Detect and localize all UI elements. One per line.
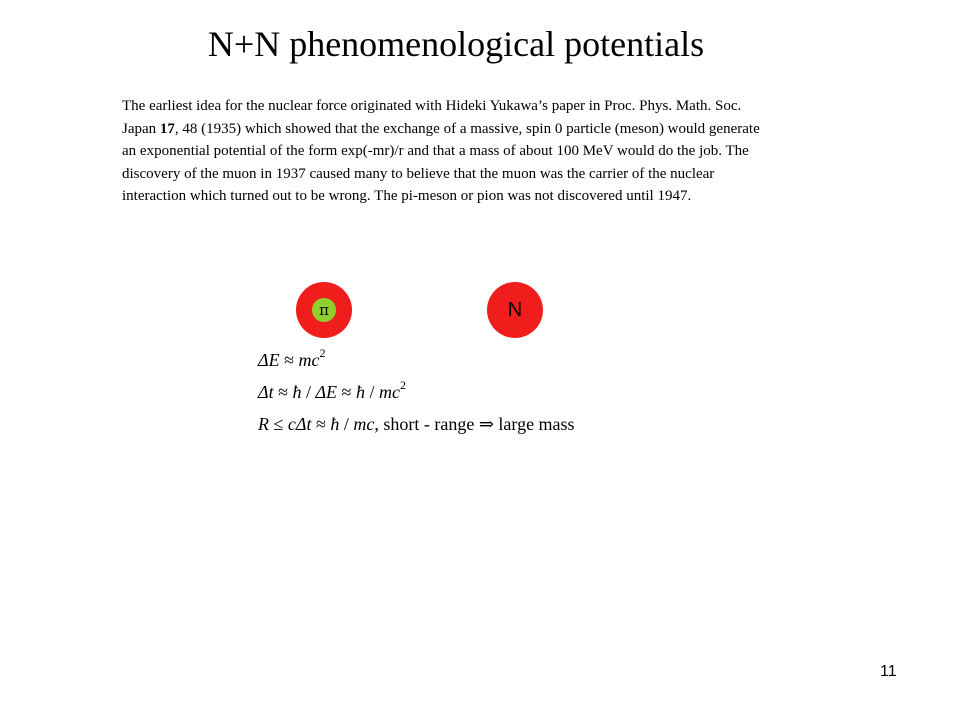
eq2-hbar1: ħ xyxy=(292,382,302,402)
eq3-r: R xyxy=(258,414,269,434)
eq3-hbar: ħ xyxy=(330,414,340,434)
eq1-lhs: ΔE xyxy=(258,350,280,370)
journal-volume: 17 xyxy=(159,120,175,137)
eq3-mc: mc xyxy=(353,414,375,434)
eq2-div1: / xyxy=(301,382,316,402)
eq1-exp: 2 xyxy=(319,346,326,360)
eq2-rel2: ≈ xyxy=(337,382,356,402)
eq3-div: / xyxy=(339,414,354,434)
eq2-delta-e: ΔE xyxy=(315,382,338,402)
page-number: 11 xyxy=(880,663,897,680)
eq2-mc: mc xyxy=(378,382,400,402)
eq3-le: ≤ xyxy=(269,414,288,434)
eq2-div2: / xyxy=(364,382,379,402)
intro-paragraph xyxy=(122,95,762,208)
eq3-rel: ≈ xyxy=(311,414,331,434)
paragraph-text-1: The earliest idea for the nuclear force originated with Hideki Yukawa’s paper in Proc. Phys. Math. Soc. Japan xyxy=(122,98,742,137)
equation-time-uncertainty xyxy=(258,380,406,404)
eq1-rhs: mc xyxy=(298,350,320,370)
paragraph-text-2: , 48 (1935) which showed that the exchange of a massive, spin 0 particle (meson) would generate an exponential potential of the form exp(-mr)/r and that a mass of about 100 MeV would do the job. The discovery of the muon in 1937 caused many to believe that the muon was the carrier of the nuclear interaction which turned out to be wrong. The pi-meson or pion was not discovered until 1947. xyxy=(122,120,760,204)
eq2-hbar2: ħ xyxy=(355,382,365,402)
eq2-rel1: ≈ xyxy=(273,382,293,402)
eq3-tail: , short - range ⇒ large mass xyxy=(374,414,575,434)
pion-particle: π xyxy=(312,298,336,322)
eq3-c-delta-t: cΔt xyxy=(287,414,312,434)
equation-energy-uncertainty xyxy=(258,348,325,372)
eq1-rel: ≈ xyxy=(279,350,299,370)
equation-range xyxy=(258,412,575,436)
eq2-exp: 2 xyxy=(399,378,406,392)
nucleon xyxy=(487,282,543,338)
nucleon-with-pion xyxy=(296,282,352,338)
slide-title: N+N phenomenological potentials xyxy=(207,24,705,64)
eq2-lhs: Δt xyxy=(258,382,274,402)
nucleon-label: N xyxy=(507,299,523,321)
